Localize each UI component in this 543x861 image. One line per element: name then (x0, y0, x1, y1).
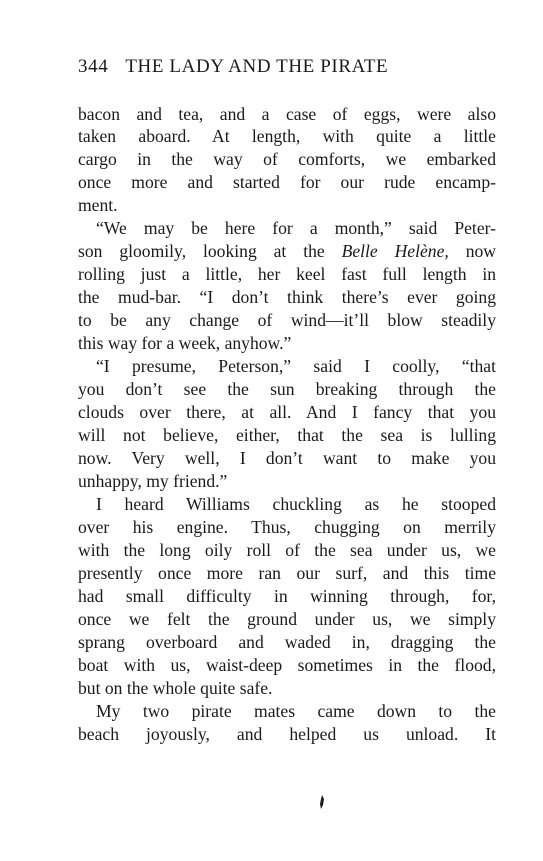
text-line: “I presume, Peterson,” said I coolly, “that (96, 356, 496, 376)
text-line: now. Very well, I don’t want to make you (78, 448, 496, 468)
page-number: 344 (78, 56, 109, 77)
text-line: the mud-bar. “I don’t think there’s ever going (78, 287, 496, 307)
ship-name: Belle Helène, (341, 241, 449, 261)
text-line: had small difficulty in winning through, for, (78, 586, 496, 606)
ink-mark-icon (317, 794, 327, 810)
running-title: THE LADY AND THE PIRATE (125, 56, 389, 77)
text-run: son gloomily, looking at the (78, 241, 342, 261)
text-line: bacon and tea, and a case of eggs, were also (78, 104, 496, 124)
text-run: now (448, 241, 496, 261)
text-line (78, 240, 496, 262)
text-line: cargo in the way of comforts, we embarked (78, 149, 496, 169)
running-header (78, 56, 468, 78)
text-line: once more and started for our rude encamp- (78, 172, 496, 192)
text-line: beach joyously, and helped us unload. It (78, 724, 496, 744)
text-line: sprang overboard and waded in, dragging the (78, 632, 496, 652)
text-line: I heard Williams chuckling as he stooped (96, 494, 496, 514)
text-line: this way for a week, anyhow.” (78, 333, 292, 353)
text-line: rolling just a little, her keel fast full length in (78, 264, 496, 284)
text-line: once we felt the ground under us, we simply (78, 609, 496, 629)
text-line: taken aboard. At length, with quite a little (78, 126, 496, 146)
text-line: with the long oily roll of the sea under us, we (78, 540, 496, 560)
text-line: to be any change of wind—it’ll blow steadily (78, 310, 496, 330)
text-line: My two pirate mates came down to the (96, 701, 496, 721)
text-line: “We may be here for a month,” said Peter- (96, 218, 496, 238)
text-line: clouds over there, at all. And I fancy that you (78, 402, 496, 422)
text-line: you don’t see the sun breaking through the (78, 379, 496, 399)
text-line: over his engine. Thus, chugging on merrily (78, 517, 496, 537)
text-line: but on the whole quite safe. (78, 678, 273, 698)
text-line: ment. (78, 195, 118, 215)
text-line: will not believe, either, that the sea is lulling (78, 425, 496, 445)
text-line: boat with us, waist-deep sometimes in the flood, (78, 655, 496, 675)
text-line: unhappy, my friend.” (78, 471, 228, 491)
text-line: presently once more ran our surf, and this time (78, 563, 496, 583)
